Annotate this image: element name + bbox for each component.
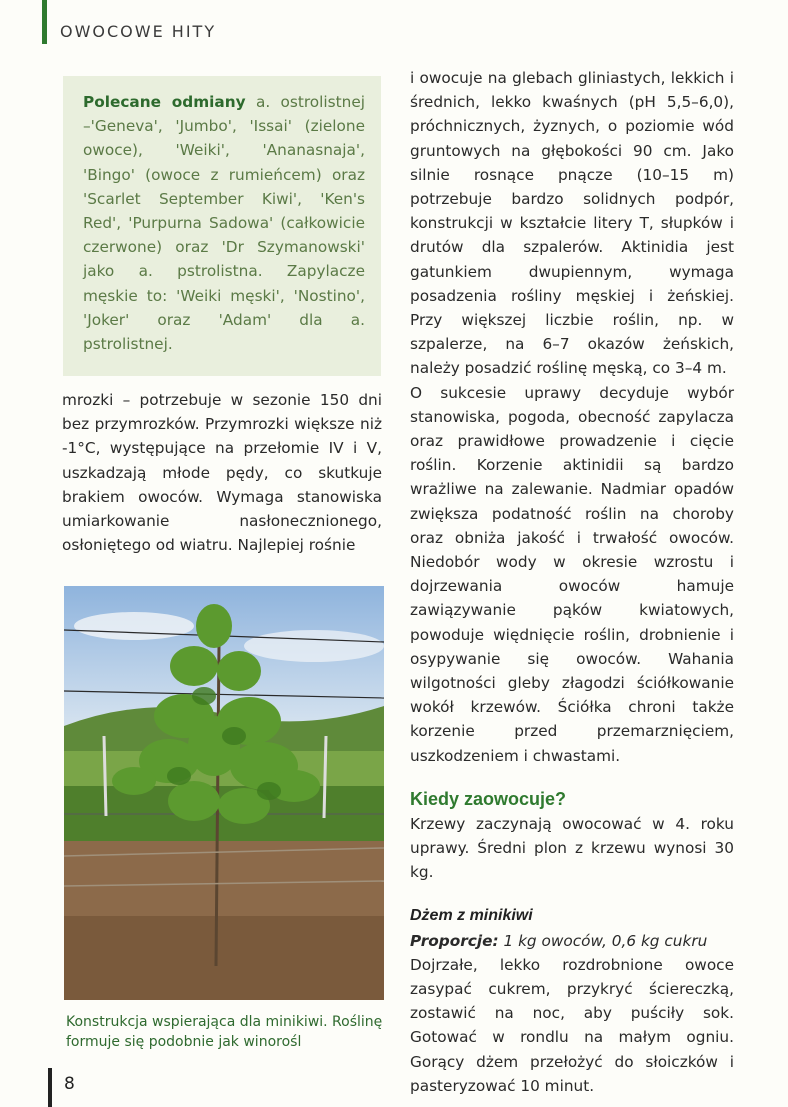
right-paragraph-2: O sukcesie uprawy decyduje wybór stanowiska, pogoda, obecność zapylacza oraz prawidłowe prowadzenie i cięcie roślin. Korzenie aktinidii są bardzo wrażliwe na zalewanie. Nadmiar opadów zwiększa podatność roślin na choroby oraz obniża jakość i trwałość owoców. Niedobór wody w okresie wzrostu i dojrzewania owoców hamuje zawiązywanie pąków kwiatowych, powoduje więdnięcie roślin, drobnienie i osypywanie się owoców. Wahania wilgotności gleby złagodzi ściółkowanie wokół krzewów. Ściółka chroni także korzenie przed przemarznięciem, uszkodzeniem i chwastami. [410,383,734,765]
footer-accent-bar [48,1068,52,1107]
heading-when-fruits: Kiedy zaowocuje? [410,788,567,809]
proportions-value: 1 kg owoców, 0,6 kg cukru [498,931,708,950]
heading-jam-recipe: Dżem z minikiwi [410,906,533,924]
recommended-varieties-box [63,76,381,376]
proportions-label: Proporcje: [410,931,499,950]
right-paragraph-3: Krzewy zaczynają owocować w 4. roku uprawy. Średni plon z krzewu wynosi 30 kg. [410,814,734,882]
header-accent-bar [42,0,47,44]
left-paragraph: mrozki – potrzebuje w sezonie 150 dni bez przymrozków. Przymrozki większe niż -1°C, występujące na przełomie IV i V, uszkadzają młode pędy, co skutkuje brakiem owoców. Wymaga stanowiska umiarkowanie nasłonecznionego, osłoniętego od wiatru. Najlepiej rośnie [62,391,382,555]
proportions-line [410,929,734,953]
right-column [410,66,734,1098]
right-paragraph-4: Dojrzałe, lekko rozdrobnione owoce zasypać cukrem, przykryć ściereczką, zostawić na noc, aby puściły sok. Gotować w rondlu na małym ogniu. Gorący dżem przełożyć do słoiczków i pasteryzować 10 minut. [410,955,734,1095]
left-column-text [62,388,382,557]
page-number: 8 [64,1074,75,1094]
kiwi-plant-photo [64,586,384,1000]
section-title: OWOCOWE HITY [60,22,217,41]
right-paragraph-1: i owocuje na glebach gliniastych, lekkich i średnich, lekko kwaśnych (pH 5,5–6,0), próchnicznych, żyznych, o poziomie wód gruntowych na głębokości 90 cm. Jako silnie rosnące pnącze (10–15 m) potrzebuje bardzo solidnych podpór, konstrukcji w kształcie litery T, słupków i drutów dla szpalerów. Aktinidia jest gatunkiem dwupiennym, wymaga posadzenia rośliny męskiej i żeńskiej. Przy większej liczbie roślin, np. w szpalerze, na 6–7 okazów żeńskich, należy posadzić roślinę męską, co 3–4 m. [410,69,734,378]
box-text: a. ostrolistnej –'Geneva', 'Jumbo', 'Issai' (zielone owoce), 'Weiki', 'Ananasnaja', 'Bingo' (owoce z rumieńcem) oraz 'Scarlet September Kiwi', 'Ken's Red', 'Purpurna Sadowa' (całkowicie czerwone) oraz 'Dr Szymanowski' jako a. pstrolistna. Zapylacze męskie to: 'Weiki męski', 'Nostino', 'Joker' oraz 'Adam' dla a. pstrolistnej. [83,93,365,354]
photo-illustration [64,586,384,1000]
photo-caption: Konstrukcja wspierająca dla minikiwi. Roślinę formuje się podobnie jak winorośl [66,1014,383,1050]
box-lead: Polecane odmiany [83,93,246,111]
